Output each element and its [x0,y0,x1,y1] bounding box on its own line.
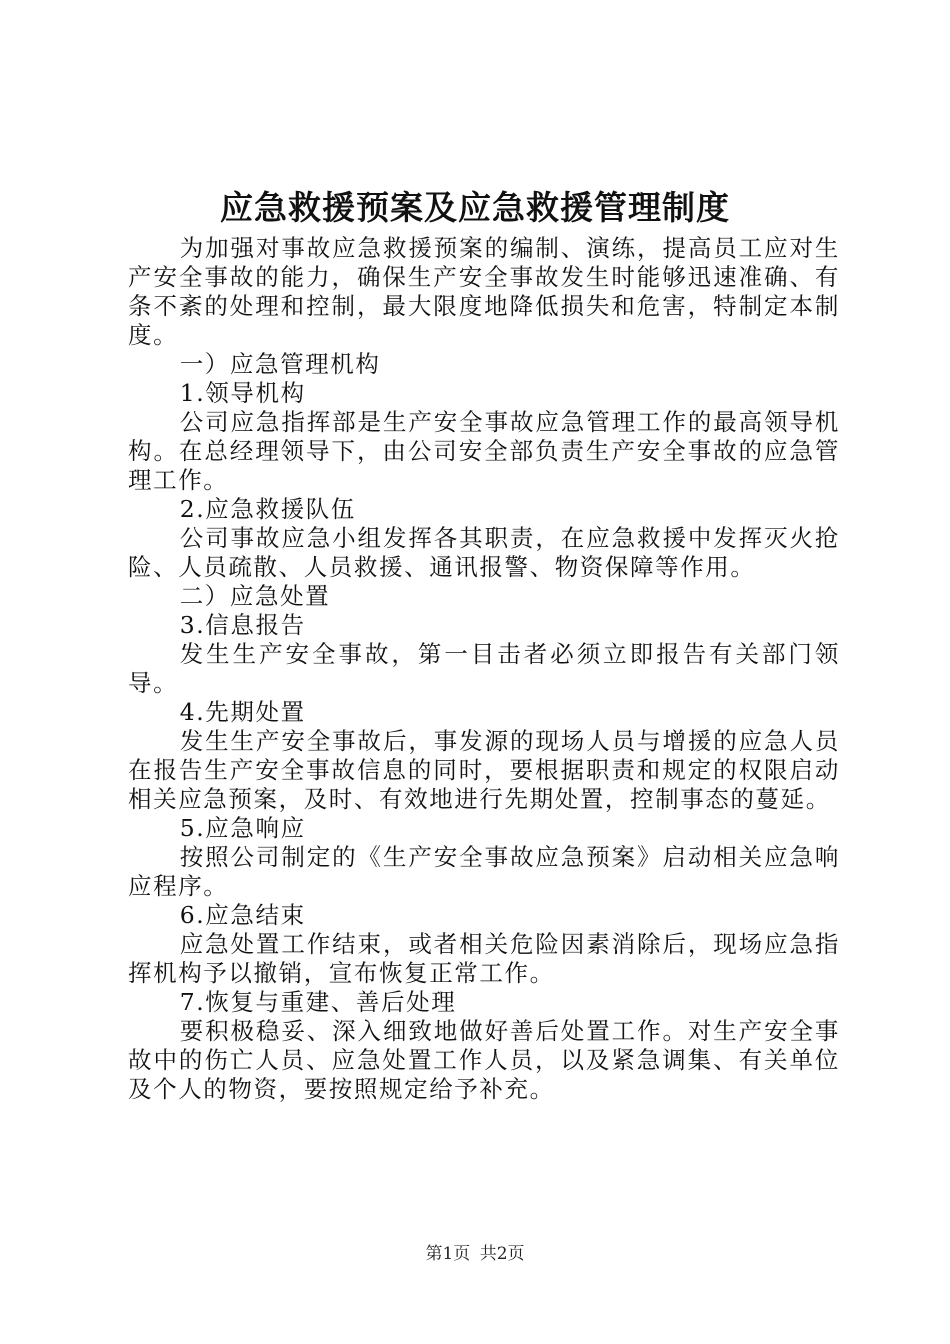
document-title: 应急救援预案及应急救援管理制度 [220,188,730,227]
subsection-heading-3: 3.信息报告 [179,611,306,639]
page-footer [0,1243,950,1265]
paragraph: 公司事故应急小组发挥各其职责，在应急救援中发挥灭火抢险、人员疏散、人员救援、通讯报警、物资保障等作用。 [128,524,840,581]
paragraph-intro: 为加强对事故应急救援预案的编制、演练，提高员工应对生产安全事故的能力，确保生产安全事故发生时能够迅速准确、有条不紊的处理和控制，最大限度地降低损失和危害，特制定本制度。 [128,234,840,349]
paragraph: 要积极稳妥、深入细致地做好善后处置工作。对生产安全事故中的伤亡人员、应急处置工作人员，以及紧急调集、有关单位及个人的物资，要按照规定给予补充。 [128,1017,840,1103]
subsection-heading-7: 7.恢复与重建、善后处理 [179,988,457,1016]
subsection-heading-4: 4.先期处置 [179,698,306,726]
paragraph: 公司应急指挥部是生产安全事故应急管理工作的最高领导机构。在总经理领导下，由公司安全部负责生产安全事故的应急管理工作。 [128,408,840,494]
subsection-heading-1: 1.领导机构 [179,379,306,407]
paragraph: 发生生产安全事故，第一目击者必须立即报告有关部门领导。 [128,640,840,697]
subsection-heading-2: 2.应急救援队伍 [179,495,356,523]
section-heading-2: 二）应急处置 [179,582,331,610]
page-number: 第1页 [425,1244,471,1264]
paragraph: 应急处置工作结束，或者相关危险因素消除后，现场应急指挥机构予以撤销，宣布恢复正常工作。 [128,930,840,987]
subsection-heading-6: 6.应急结束 [179,901,306,929]
document-body [128,234,840,1104]
subsection-heading-5: 5.应急响应 [179,814,306,842]
paragraph: 按照公司制定的《生产安全事故应急预案》启动相关应急响应程序。 [128,843,840,900]
paragraph: 发生生产安全事故后，事发源的现场人员与增援的应急人员在报告生产安全事故信息的同时，要根据职责和规定的权限启动相关应急预案，及时、有效地进行先期处置，控制事态的蔓延。 [128,727,840,813]
page-total: 共2页 [479,1244,525,1264]
section-heading-1: 一）应急管理机构 [179,350,381,378]
